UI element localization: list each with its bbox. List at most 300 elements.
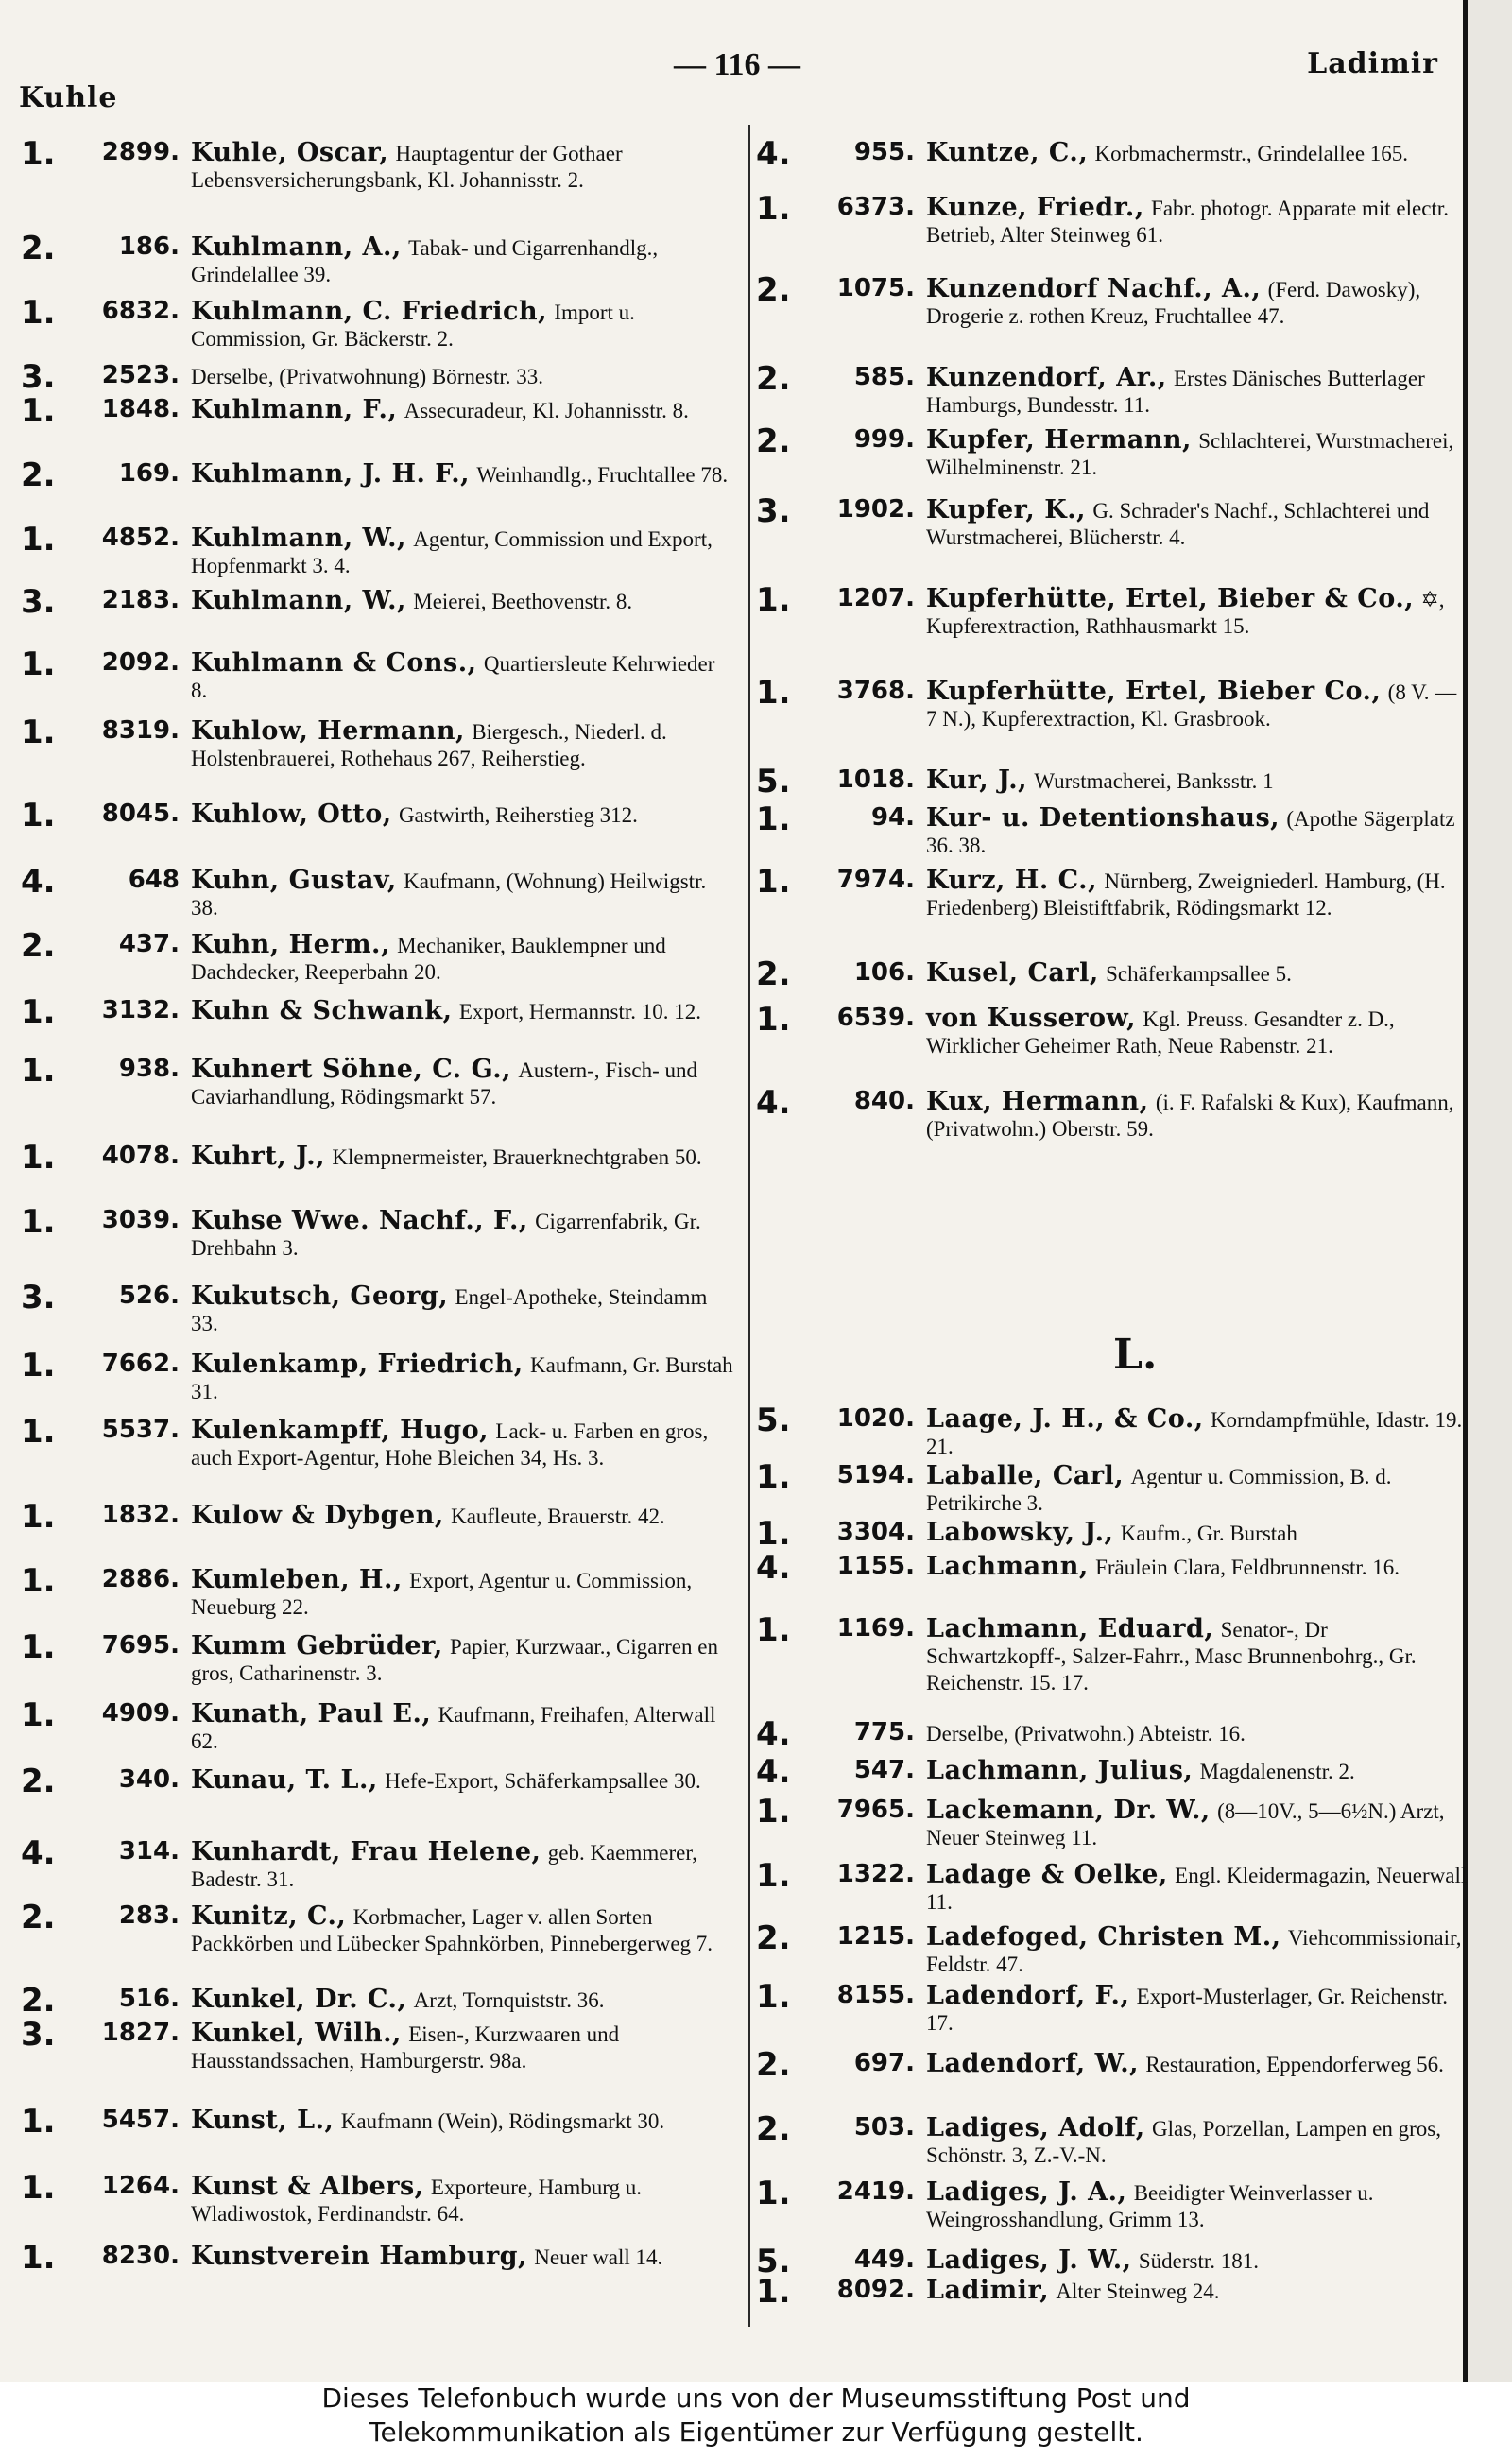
entry-description: Wurstmacherei, Banksstr. 1 — [1034, 769, 1274, 793]
district-number: 2. — [756, 955, 791, 993]
directory-entry — [756, 2273, 1469, 2311]
directory-entry — [21, 1413, 734, 1471]
entry-name: Kunhardt, Frau Helene, — [191, 1837, 541, 1867]
phone-number: 8319. — [101, 716, 180, 745]
entry-name: Kulow & Dybgen, — [191, 1501, 444, 1530]
entry-description: Meierei, Beethovenstr. 8. — [413, 590, 633, 613]
entry-description: Kgl. Preuss. Gesandter z. D., Wirklicher Geheimer Rath, Neue Rabenstr. 21. — [926, 1007, 1395, 1058]
phone-number: 7965. — [836, 1796, 915, 1824]
entry-text — [926, 195, 1469, 249]
entry-name: Labowsky, J., — [926, 1518, 1114, 1547]
entry-name: Laballe, Carl, — [926, 1461, 1125, 1490]
district-number: 2. — [756, 360, 791, 398]
district-number: 1. — [21, 645, 56, 683]
district-number: 2. — [21, 456, 56, 494]
footer-line-1: Dieses Telefonbuch wurde uns von der Museumsstiftung Post und — [321, 2383, 1191, 2414]
entry-name: Ladendorf, W., — [926, 2049, 1140, 2078]
entry-description: Engel-Apotheke, Steindamm 33. — [191, 1285, 708, 1335]
directory-entry — [756, 492, 1469, 551]
entry-name: Laage, J. H., & Co., — [926, 1404, 1204, 1434]
directory-entry — [21, 1628, 734, 1687]
directory-entry — [21, 1834, 734, 1893]
phone-number: 7974. — [836, 866, 915, 894]
entry-description: Engl. Kleidermagazin, Neuerwall 11. — [926, 1864, 1468, 1914]
directory-entry — [21, 1203, 734, 1262]
phone-number: 5537. — [101, 1416, 180, 1444]
directory-entry — [756, 674, 1469, 732]
phone-number: 3768. — [836, 677, 915, 705]
phone-number: 449. — [853, 2245, 915, 2274]
directory-entry — [21, 1982, 734, 2020]
district-number: 1. — [21, 2239, 56, 2277]
district-number: 3. — [21, 358, 56, 396]
entry-description: Assecuradeur, Kl. Johannisstr. 8. — [404, 399, 689, 422]
district-number: 4. — [756, 1715, 791, 1753]
entry-name: Kupferhütte, Ertel, Bieber & Co., — [926, 584, 1415, 613]
entry-name: Kux, Hermann, — [926, 1087, 1149, 1116]
entry-name: Kur- u. Detentionshaus, — [926, 803, 1280, 833]
district-number: 1. — [21, 714, 56, 751]
district-number: 1. — [756, 1515, 791, 1553]
entry-text — [191, 1633, 734, 1687]
district-number: 2. — [21, 1763, 56, 1800]
directory-entry — [21, 392, 734, 430]
phone-number: 3039. — [101, 1206, 180, 1234]
entry-text — [926, 1758, 1469, 1785]
entry-text — [926, 1006, 1469, 1059]
phone-number: 526. — [118, 1282, 180, 1310]
entry-text — [191, 588, 734, 615]
entry-description: Hauptagentur der Gothaer Lebensversicherungsbank, Kl. Johannisstr. 2. — [191, 142, 623, 192]
entry-description: Agentur, Commission und Export, Hopfenmarkt 3. 4. — [191, 527, 713, 577]
entry-text — [191, 1567, 734, 1621]
district-number: 2. — [21, 230, 56, 267]
directory-entry — [21, 294, 734, 353]
directory-entry — [756, 2110, 1469, 2169]
phone-number: 1207. — [836, 584, 915, 612]
phone-number: 6832. — [101, 297, 180, 325]
directory-entry — [756, 800, 1469, 859]
entry-text — [926, 1720, 1469, 1747]
directory-entry — [756, 271, 1469, 330]
entry-name: Kuhlmann, W., — [191, 524, 406, 553]
directory-entry — [21, 1763, 734, 1800]
directory-entry — [21, 521, 734, 579]
entry-text — [926, 2179, 1469, 2233]
district-number: 3. — [21, 2016, 56, 2054]
directory-entry — [21, 456, 734, 494]
entry-name: Kumleben, H., — [191, 1565, 403, 1594]
entry-description: Eisen-, Kurzwaaren und Hausstandssachen, Hamburgerstr. 98a. — [191, 2022, 620, 2073]
phone-number: 2183. — [101, 586, 180, 614]
district-number: 1. — [21, 1628, 56, 1666]
directory-entry — [756, 135, 1469, 173]
district-number: 2. — [21, 1982, 56, 2020]
phone-number: 999. — [853, 425, 915, 454]
district-number: 1. — [756, 1001, 791, 1039]
district-number: 2. — [756, 2110, 791, 2148]
entry-text — [191, 2021, 734, 2074]
district-number: 2. — [756, 2046, 791, 2084]
entry-name: Kuhlmann, J. H. F., — [191, 459, 471, 489]
entry-text — [926, 868, 1469, 921]
district-number: 4. — [756, 1084, 791, 1122]
entry-text — [191, 1987, 734, 2014]
entry-name: Ladage & Oelke, — [926, 1860, 1168, 1889]
entry-name: Lachmann, — [926, 1552, 1089, 1581]
phone-number: 2092. — [101, 648, 180, 677]
phone-number: 8045. — [101, 800, 180, 828]
entry-name: Lachmann, Eduard, — [926, 1614, 1214, 1643]
district-number: 1. — [21, 294, 56, 332]
directory-entry — [21, 714, 734, 772]
entry-description: Kaufmann, Gr. Burstah 31. — [191, 1353, 733, 1403]
district-number: 1. — [21, 1203, 56, 1241]
entry-text — [191, 1283, 734, 1337]
entry-name: Kuhn, Herm., — [191, 930, 390, 959]
district-number: 1. — [21, 1498, 56, 1536]
entry-text — [926, 960, 1469, 988]
entry-name: Kunkel, Wilh., — [191, 2019, 402, 2048]
entry-name: Kusel, Carl, — [926, 958, 1099, 988]
entry-name: Kunst, L., — [191, 2106, 335, 2135]
directory-entry — [756, 1978, 1469, 2037]
phone-number: 1155. — [836, 1552, 915, 1580]
entry-text — [191, 525, 734, 579]
entry-text — [191, 718, 734, 772]
directory-entry — [21, 1562, 734, 1621]
entry-name: Ladiges, J. W., — [926, 2245, 1132, 2275]
phone-number: 516. — [118, 1985, 180, 2013]
district-number: 1. — [21, 1347, 56, 1385]
entry-description: Restauration, Eppendorferweg 56. — [1145, 2053, 1444, 2076]
entry-name: Ladefoged, Christen M., — [926, 1922, 1281, 1952]
entry-description: (Apothe Sägerplatz 36. 38. — [926, 807, 1455, 857]
entry-description: Weinhandlg., Fruchtallee 78. — [476, 463, 729, 487]
phone-number: 2523. — [101, 361, 180, 389]
district-number: 1. — [21, 1562, 56, 1600]
entry-description: Arzt, Tornquiststr. 36. — [413, 1988, 605, 2012]
entry-name: Ladiges, Adolf, — [926, 2113, 1145, 2142]
district-number: 1. — [21, 993, 56, 1031]
directory-entry — [756, 360, 1469, 419]
directory-entry — [756, 1001, 1469, 1059]
directory-entry — [756, 1084, 1469, 1143]
district-number: 2. — [756, 271, 791, 309]
directory-entry — [21, 797, 734, 834]
entry-name: Kumm Gebrüder, — [191, 1631, 443, 1660]
directory-entry — [21, 135, 734, 194]
entry-name: Kulenkamp, Friedrich, — [191, 1350, 524, 1379]
directory-entry — [756, 2243, 1469, 2280]
entry-text — [926, 276, 1469, 330]
entry-name: Ladiges, J. A., — [926, 2177, 1127, 2207]
entry-name: Kuhlmann, F., — [191, 395, 398, 424]
phone-number: 1169. — [836, 1614, 915, 1643]
phone-number: 1827. — [101, 2019, 180, 2047]
district-number: 5. — [756, 763, 791, 800]
phone-number: 7662. — [101, 1350, 180, 1378]
entry-description: Klempnermeister, Brauerknechtgraben 50. — [332, 1145, 702, 1169]
district-number: 1. — [756, 2273, 791, 2311]
district-number: 2. — [756, 422, 791, 460]
entry-text — [926, 427, 1469, 481]
entry-description: Exporteure, Hamburg u. Wladiwostok, Ferdinandstr. 64. — [191, 2176, 643, 2226]
entry-name: Kurz, H. C., — [926, 866, 1097, 895]
district-number: 1. — [21, 2103, 56, 2141]
entry-name: Kuhlow, Otto, — [191, 800, 392, 829]
entry-description: Fabr. photogr. Apparate mit electr. Betrieb, Alter Steinweg 61. — [926, 197, 1449, 247]
entry-name: Kupferhütte, Ertel, Bieber Co., — [926, 677, 1382, 706]
entry-name: Kuhlmann & Cons., — [191, 648, 477, 678]
phone-number: 5194. — [836, 1461, 915, 1489]
district-number: 1. — [21, 2169, 56, 2207]
entry-description: Export, Hermannstr. 10. 12. — [458, 1000, 701, 1024]
directory-entry — [756, 1402, 1469, 1460]
entry-text — [926, 679, 1469, 732]
entry-description: Glas, Porzellan, Lampen en gros, Schönstr. 3, Z.-V.-N. — [926, 2117, 1441, 2167]
entry-name: Kulenkampff, Hugo, — [191, 1416, 490, 1445]
phone-number: 8230. — [101, 2242, 180, 2270]
entry-text — [926, 1798, 1469, 1851]
phone-number: 1020. — [836, 1404, 915, 1433]
entry-text — [926, 1463, 1469, 1517]
district-number: 1. — [756, 1857, 791, 1895]
entry-text — [191, 998, 734, 1025]
district-number: 4. — [756, 1549, 791, 1587]
entry-text — [926, 2247, 1469, 2275]
phone-number: 1215. — [836, 1922, 915, 1951]
directory-entry — [21, 1052, 734, 1110]
entry-name: Kukutsch, Georg, — [191, 1282, 449, 1311]
entry-name: Kuhrt, J., — [191, 1142, 326, 1171]
district-number: 1. — [21, 135, 56, 173]
entry-description: (8 V. — 7 N.), Kupferextraction, Kl. Grasbrook. — [926, 680, 1457, 731]
entry-name: Kur, J., — [926, 766, 1028, 795]
entry-text — [191, 801, 734, 829]
phone-number: 3132. — [101, 996, 180, 1024]
district-number: 1. — [756, 1793, 791, 1831]
district-number: 1. — [756, 581, 791, 619]
entry-name: Kuhnert Söhne, C. G., — [191, 1055, 511, 1084]
directory-entry — [756, 1611, 1469, 1696]
district-number: 4. — [756, 1753, 791, 1791]
phone-number: 6373. — [836, 193, 915, 221]
directory-entry — [756, 190, 1469, 249]
entry-description: (8—10V., 5—6½N.) Arzt, Neuer Steinweg 11. — [926, 1799, 1445, 1849]
entry-name: Kuntze, C., — [926, 138, 1089, 167]
entry-description: G. Schrader's Nachf., Schlachterei und Wurstmacherei, Blücherstr. 4. — [926, 499, 1430, 549]
entry-text — [926, 1089, 1469, 1143]
phone-number: 1832. — [101, 1501, 180, 1529]
directory-entry — [756, 1715, 1469, 1753]
directory-entry — [21, 1139, 734, 1177]
directory-entry — [756, 1857, 1469, 1916]
entry-name: Kunzendorf, Ar., — [926, 363, 1167, 392]
phone-number: 8092. — [836, 2276, 915, 2304]
entry-text — [926, 1862, 1469, 1916]
phone-number: 547. — [853, 1756, 915, 1784]
district-number: 1. — [756, 800, 791, 838]
district-number: 4. — [21, 863, 56, 901]
entry-description: Cigarrenfabrik, Gr. Drehbahn 3. — [191, 1210, 701, 1260]
directory-entry — [756, 1458, 1469, 1517]
entry-description: Schlachterei, Wurstmacherei, Wilhelminenstr. 21. — [926, 429, 1454, 479]
district-number: 5. — [756, 1402, 791, 1439]
entry-name: Kunath, Paul E., — [191, 1699, 432, 1729]
entry-description: Süderstr. 181. — [1138, 2249, 1260, 2273]
entry-text — [926, 1554, 1469, 1581]
phone-number: 2899. — [101, 138, 180, 166]
directory-entry — [21, 993, 734, 1031]
entry-name: Kuhlmann, C. Friedrich, — [191, 297, 548, 326]
entry-text — [926, 1616, 1469, 1696]
entry-description: (Ferd. Dawosky), Drogerie z. rothen Kreuz, Fruchtallee 47. — [926, 278, 1421, 328]
phone-number: 186. — [118, 232, 180, 261]
phone-number: 5457. — [101, 2106, 180, 2134]
phone-number: 3304. — [836, 1518, 915, 1546]
phone-number: 1264. — [101, 2172, 180, 2200]
entry-text — [191, 461, 734, 489]
directory-entry — [756, 763, 1469, 800]
entry-description: geb. Kaemmerer, Badestr. 31. — [191, 1841, 697, 1891]
district-number: 1. — [21, 1139, 56, 1177]
header-right-keyword: Ladimir — [1307, 47, 1438, 80]
phone-number: 314. — [118, 1837, 180, 1866]
header-left-keyword: Kuhle — [19, 81, 118, 114]
entry-description: Senator-, Dr Schwartzkopff-, Salzer-Fahrr., Masc Brunnenbohrg., Gr. Reichenstr. 15. 17. — [926, 1618, 1417, 1694]
entry-description: Agentur u. Commission, B. d. Petrikirche 3. — [926, 1465, 1392, 1515]
entry-text — [191, 1418, 734, 1471]
directory-entry — [21, 863, 734, 921]
entry-text — [191, 2244, 734, 2271]
district-number: 3. — [756, 492, 791, 530]
entry-name: Kunkel, Dr. C., — [191, 1985, 407, 2014]
entry-text — [191, 1503, 734, 1530]
directory-entry — [21, 1279, 734, 1337]
phone-number: 775. — [853, 1718, 915, 1746]
directory-entry — [756, 1919, 1469, 1978]
entry-name: Kuhn, Gustav, — [191, 866, 397, 895]
entry-name: Kunze, Friedr., — [926, 193, 1144, 222]
district-number: 1. — [21, 1052, 56, 1090]
phone-number: 938. — [118, 1055, 180, 1083]
entry-name: Kuhlmann, W., — [191, 586, 406, 615]
entry-description: Viehcommissionair, Feldstr. 47. — [926, 1926, 1462, 1976]
directory-entry — [21, 2103, 734, 2141]
district-number: 1. — [756, 2175, 791, 2212]
entry-description: Korbmacher, Lager v. allen Sorten Packkörben und Lübecker Spahnkörben, Pinnebergerweg 7. — [191, 1905, 713, 1955]
entry-description: Korndampfmühle, Idastr. 19. 21. — [926, 1408, 1463, 1458]
phone-number: 955. — [853, 138, 915, 166]
entry-name: Kuhn & Schwank, — [191, 996, 453, 1025]
entry-text — [191, 299, 734, 353]
entry-description: Lack- u. Farben en gros, auch Export-Agentur, Hohe Bleichen 34, Hs. 3. — [191, 1419, 709, 1470]
entry-text — [191, 1701, 734, 1755]
entry-text — [191, 650, 734, 704]
entry-text — [191, 1208, 734, 1262]
entry-text — [191, 2107, 734, 2135]
entry-name: Ladendorf, F., — [926, 1981, 1130, 2010]
entry-description: Kaufleute, Brauerstr. 42. — [451, 1505, 665, 1528]
directory-entry — [756, 2175, 1469, 2233]
entry-text — [191, 234, 734, 288]
entry-name: Kuhlmann, A., — [191, 232, 402, 262]
entry-description: Kaufmann, (Wohnung) Heilwigstr. 38. — [191, 869, 707, 920]
entry-name: Kuhse Wwe. Nachf., F., — [191, 1206, 528, 1235]
phone-number: 106. — [853, 958, 915, 987]
district-number: 1. — [21, 1413, 56, 1451]
district-number: 3. — [21, 583, 56, 621]
district-number: 2. — [21, 927, 56, 965]
phone-number: 2886. — [101, 1565, 180, 1593]
entry-description: Mechaniker, Bauklempner und Dachdecker, Reeperbahn 20. — [191, 934, 666, 984]
page-number: — 116 — — [673, 47, 801, 82]
entry-description: Quartiersleute Kehrwieder 8. — [191, 652, 715, 702]
phone-number: 437. — [118, 930, 180, 958]
entry-description: Export, Agentur u. Commission, Neueburg 22. — [191, 1569, 693, 1619]
phone-number: 4078. — [101, 1142, 180, 1170]
directory-entry — [756, 422, 1469, 481]
entry-description: Derselbe, (Privatwohnung) Börnestr. 33. — [191, 365, 544, 388]
entry-text — [926, 140, 1469, 167]
entry-text — [926, 2115, 1469, 2169]
directory-entry — [21, 645, 734, 704]
directory-entry — [756, 955, 1469, 993]
entry-text — [191, 1903, 734, 1957]
entry-name: Kuhle, Oscar, — [191, 138, 389, 167]
directory-entry — [21, 230, 734, 288]
directory-entry — [756, 581, 1469, 640]
district-number: 4. — [21, 1834, 56, 1872]
entry-text — [191, 932, 734, 986]
phone-number: 697. — [853, 2049, 915, 2077]
directory-entry — [21, 583, 734, 621]
entry-text — [191, 363, 734, 390]
entry-text — [926, 1983, 1469, 2037]
entry-name: Kupfer, K., — [926, 495, 1087, 525]
footer-notice — [0, 2382, 1512, 2460]
phone-number: 283. — [118, 1901, 180, 1930]
entry-name: Kunau, T. L., — [191, 1765, 378, 1795]
entry-description: Fräulein Clara, Feldbrunnenstr. 16. — [1095, 1556, 1400, 1579]
entry-description: (i. F. Rafalski & Kux), Kaufmann, (Privatwohn.) Oberstr. 59. — [926, 1091, 1454, 1141]
entry-name: Kupfer, Hermann, — [926, 425, 1192, 455]
entry-description: Alter Steinweg 24. — [1056, 2279, 1220, 2303]
entry-name: Ladimir, — [926, 2276, 1050, 2305]
phone-number: 6539. — [836, 1004, 915, 1032]
directory-entry — [21, 2016, 734, 2074]
district-number: 1. — [756, 674, 791, 712]
phone-number: 1075. — [836, 274, 915, 302]
entry-description: Papier, Kurzwaar., Cigarren en gros, Catharinenstr. 3. — [191, 1635, 718, 1685]
phone-number: 2419. — [836, 2177, 915, 2206]
district-number: 3. — [21, 1279, 56, 1316]
directory-entry — [21, 1696, 734, 1755]
entry-name: Lackemann, Dr. W., — [926, 1796, 1211, 1825]
phone-number: 648 — [128, 866, 180, 894]
page-edge-shadow — [1468, 0, 1512, 2382]
entry-text — [926, 586, 1469, 640]
directory-entry — [756, 1515, 1469, 1553]
entry-description: Kaufmann (Wein), Rödingsmarkt 30. — [340, 2109, 665, 2133]
phone-number: 7695. — [101, 1631, 180, 1660]
entry-text — [191, 1351, 734, 1405]
district-number: 1. — [21, 797, 56, 834]
district-number: 2. — [756, 1919, 791, 1957]
entry-name: Kuhlow, Hermann, — [191, 716, 465, 746]
directory-entry — [756, 1793, 1469, 1851]
